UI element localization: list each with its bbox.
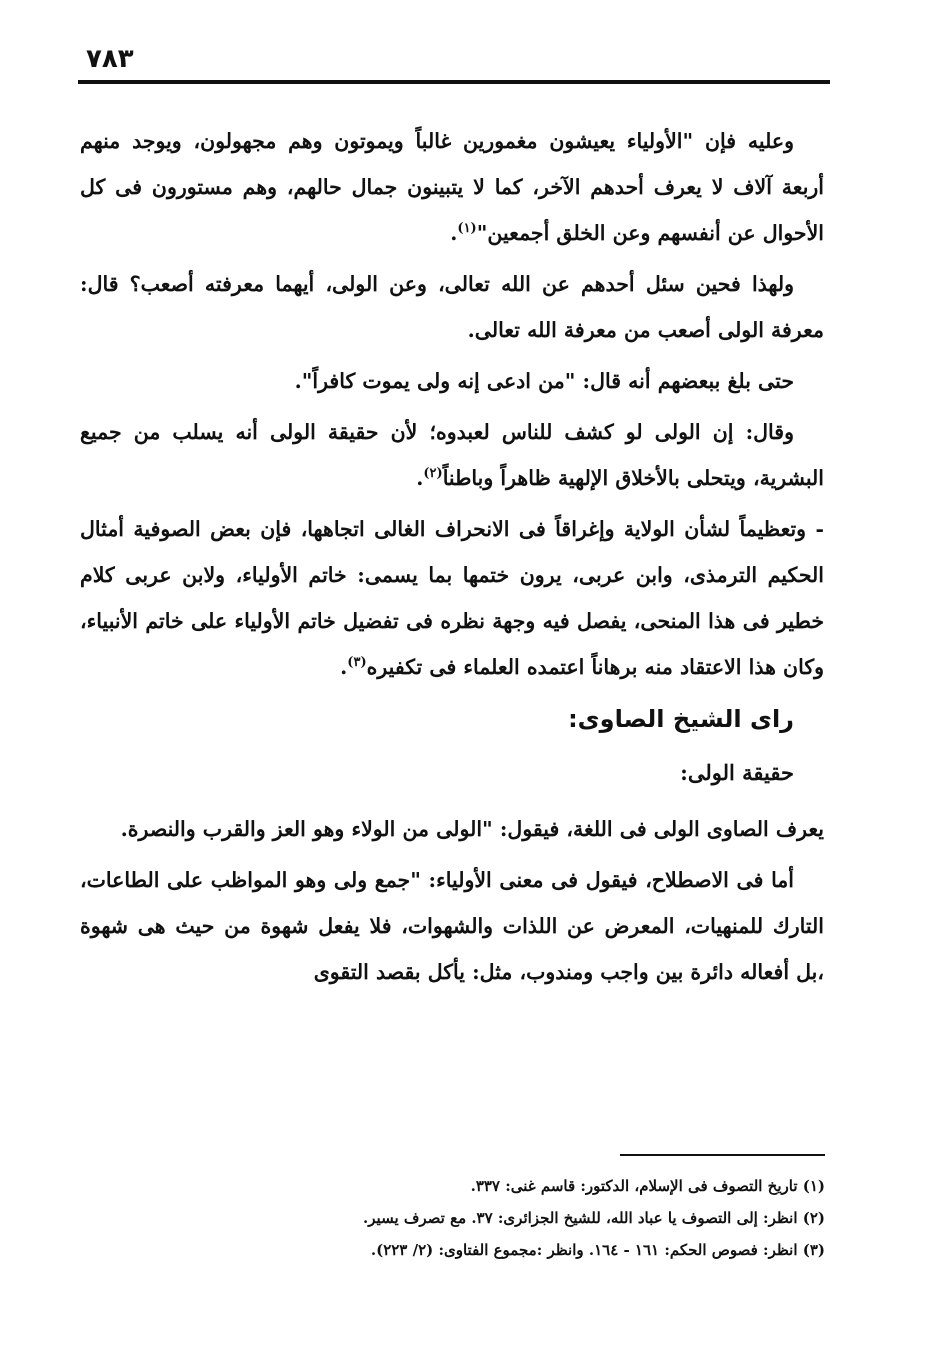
footnote-ref-3: (٣) — [347, 655, 367, 671]
footnote-rule — [620, 1154, 825, 1156]
footnote-ref-1: (١) — [457, 221, 477, 237]
footnote-ref-2: (٢) — [423, 466, 443, 482]
paragraph-4-text: وقال: إن الولى لو كشف للناس لعبدوه؛ لأن حقيقة الولى أنه يسلب من جميع البشرية، ويتحلى بالأخلاق الإلهية ظاهراً وباطناً — [80, 420, 824, 490]
paragraph-1-end: . — [450, 221, 458, 245]
main-text — [80, 118, 824, 1000]
footnotes — [260, 1170, 825, 1266]
paragraph-1 — [80, 118, 824, 256]
footnote-3: (٣) انظر: فصوص الحكم: ١٦١ - ١٦٤. وانظر :مجموع الفتاوى: (٢/ ٢٢٣). — [370, 1241, 825, 1259]
paragraph-6: يعرف الصاوى الولى فى اللغة، فيقول: "الولى من الولاء وهو العز والقرب والنصرة. — [120, 817, 824, 841]
page-number: ٧٨٣ — [86, 44, 134, 74]
paragraph-4-end: . — [416, 466, 424, 490]
paragraph-1-text: وعليه فإن "الأولياء يعيشون مغمورين غالباً ويموتون وهم مجهولون، ويوجد منهم أربعة آلاف لا يعرف أحدهم الآخر، كما لا يتبينون جمال حالهم، وهم مستورون فى كل الأحوال عن أنفسهم وعن الخلق أجمعين" — [80, 129, 824, 245]
footnote-1: (١) تاريخ التصوف فى الإسلام، الدكتور: قاسم غنى: ٣٣٧. — [470, 1177, 825, 1195]
header-rule — [78, 80, 830, 84]
footnote-2: (٢) انظر: إلى التصوف يا عباد الله، للشيخ الجزائرى: ٣٧. مع تصرف يسير. — [363, 1209, 825, 1227]
paragraph-3: حتى بلغ ببعضهم أنه قال: "من ادعى إنه ولى يموت كافراً". — [294, 369, 794, 393]
subsection-heading: حقيقة الولى: — [680, 760, 794, 785]
paragraph-7: أما فى الاصطلاح، فيقول فى معنى الأولياء: "جمع ولى وهو المواظب على الطاعات، التارك للمنهيات، المعرض عن اللذات والشهوات، فلا يفعل شهوة من حيث هى شهوة ،بل أفعاله دائرة بين واجب ومندوب، مثل: يأكل بقصد التقوى — [80, 868, 824, 984]
paragraph-4 — [80, 409, 824, 501]
paragraph-5 — [80, 506, 824, 690]
section-heading: راى الشيخ الصاوى: — [568, 705, 794, 733]
paragraph-5-text: - وتعظيماً لشأن الولاية وإغراقاً فى الانحراف الغالى اتجاهها، فإن بعض الصوفية أمثال الحكيم الترمذى، وابن عربى، يرون ختمها بما يسمى: خاتم الأولياء، ولابن عربى كلام خطير فى هذا المنحى، يفصل فيه وجهة نظره فى تفضيل خاتم الأولياء على خاتم الأنبياء، وكان هذا الاعتقاد منه برهاناً اعتمده العلماء فى تكفيره — [80, 517, 824, 679]
paragraph-5-end: . — [340, 655, 348, 679]
paragraph-2: ولهذا فحين سئل أحدهم عن الله تعالى، وعن الولى، أيهما معرفته أصعب؟ قال: معرفة الولى أصعب من معرفة الله تعالى. — [80, 272, 824, 342]
